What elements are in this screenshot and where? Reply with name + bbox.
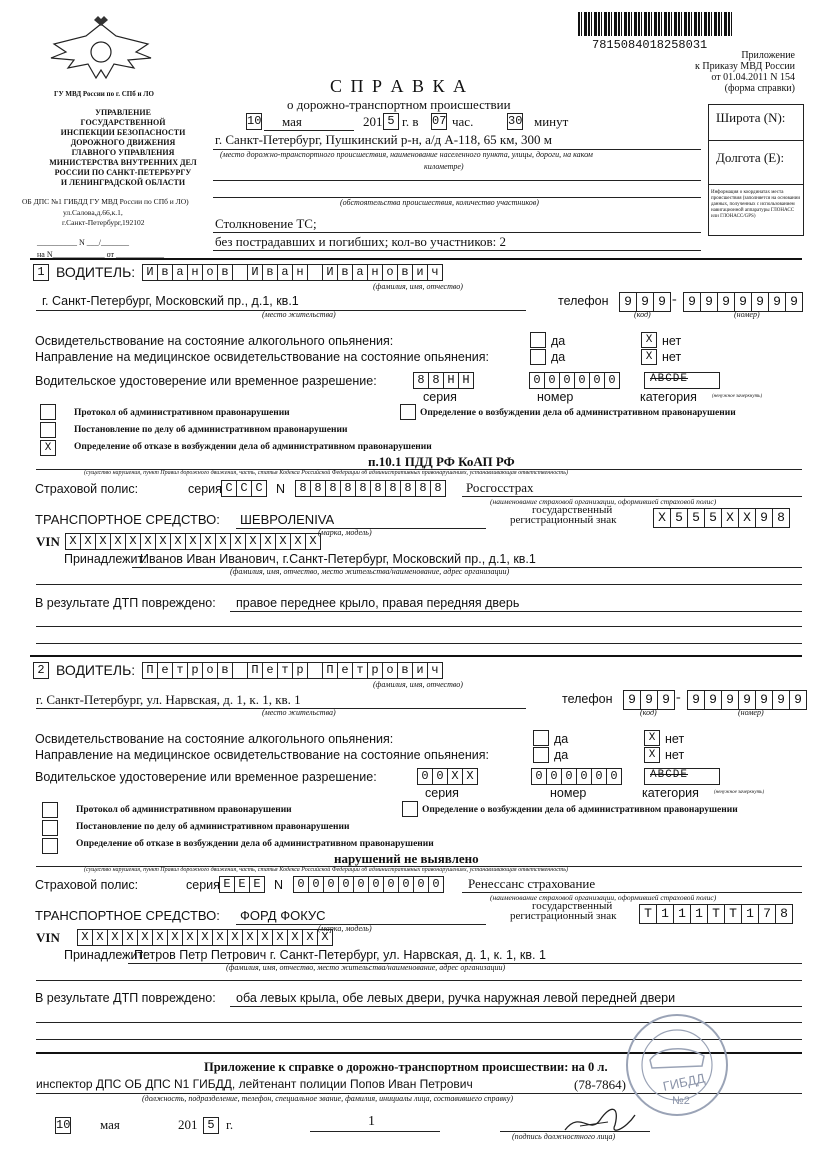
- driver1-protocol-label: Протокол об административном правонарушении: [74, 408, 290, 418]
- driver2-essence: нарушений не выявлено: [334, 851, 479, 866]
- driver1-code-caption: (код): [634, 310, 651, 319]
- driver2-owner: Петров Петр Петрович г. Санкт-Петербург, ул. Нарвская, д. 1, к. 1, кв. 1: [134, 948, 546, 962]
- driver2-ins-series: Е Е Е: [220, 876, 265, 893]
- driver2-ins-caption: (наименование страховой организации, оформившей страховой полис): [490, 893, 717, 902]
- driver1-med-yes-label: да: [551, 350, 566, 364]
- driver2-category-label: категория: [642, 786, 699, 800]
- driver1-refusal-label: Определение об отказе в возбуждении дела об административном правонарушении: [74, 442, 432, 452]
- footer-year-cell: 5: [204, 1117, 219, 1134]
- driver2-insurance-label: Страховой полис:: [35, 878, 139, 892]
- driver1-plate-label1: государственный: [532, 504, 613, 516]
- appendix-block: Приложение к Приказу МВД России от 01.04.2011 N 154 (форма справки): [695, 50, 795, 94]
- driver2-ins-series-label: серия: [186, 878, 220, 892]
- driver2-owner-caption: (фамилия, имя, отчество, место жительства/наименование, адрес организации): [226, 963, 506, 972]
- place-caption2: километре): [424, 162, 464, 171]
- driver2-insurer: Ренессанс страхование: [468, 876, 596, 891]
- driver2-residence: г. Санкт-Петербург, ул. Нарвская, д. 1, к. 1, кв. 1: [36, 692, 301, 707]
- driver1-category-label: категория: [640, 390, 697, 404]
- seal-caption: ГУ МВД России по г. СПб и ЛО: [54, 90, 154, 98]
- date-month: мая: [282, 114, 302, 129]
- driver1-model-caption: (марка, модель): [318, 528, 372, 537]
- date-year-prefix: 201: [363, 114, 383, 129]
- driver1-num-label: номер: [537, 390, 574, 404]
- barcode-graphic: [578, 12, 734, 36]
- footer-g: г.: [226, 1117, 234, 1132]
- org-addr1: ул.Салова,д.66,к.1,: [63, 208, 123, 217]
- driver1-phone-code: 9 9 9: [620, 292, 671, 312]
- driver2-phone-code: 9 9 9: [624, 690, 675, 710]
- driver2-phone-label: телефон: [562, 692, 613, 706]
- latitude-label: Широта (N):: [716, 110, 786, 125]
- driver1-residence-caption: (место жительства): [262, 310, 336, 319]
- driver1-insurance-label: Страховой полис:: [35, 482, 139, 496]
- longitude-label: Долгота (E):: [716, 150, 785, 165]
- driver1-ins-number: 8 8 8 8 8 8 8 8 8 8: [296, 480, 446, 497]
- driver1-license-series: 8 8 Н Н: [414, 372, 474, 389]
- driver1-cat-note: (ненужное зачеркнуть): [712, 394, 763, 399]
- footer-appendix: Приложение к справке о дорожно-транспортном происшествии: на 0 л.: [204, 1060, 608, 1074]
- driver2-damage: оба левых крыла, обе левых двери, ручка наружная левой передней двери: [236, 991, 676, 1005]
- stamp-text: [0, 0, 1, 1]
- driver2-ins-n-label: N: [274, 878, 284, 892]
- footer-sign-caption: (подпись должностного лица): [512, 1132, 616, 1141]
- driver2-series-label: серия: [425, 786, 459, 800]
- footer-page-number: 1: [368, 1114, 375, 1129]
- driver1-vin: X X X X X X X X X X X X X X X X X: [66, 533, 321, 550]
- driver1-owner-label: Принадлежит:: [64, 552, 147, 566]
- footer-inspector-caption: (должность, подразделение, телефон, специальное звание, фамилия, инициалы лица, составившего справку): [142, 1094, 513, 1103]
- date-hour-label: час.: [452, 114, 474, 129]
- driver2-category: ABCDE: [650, 769, 689, 781]
- svg-text:ГИБДД: ГИБДД: [661, 1070, 707, 1094]
- driver2-resolution-checkbox[interactable]: [42, 820, 58, 836]
- svg-text:№2: №2: [672, 1095, 690, 1107]
- driver2-initiation-checkbox[interactable]: [402, 801, 418, 817]
- driver2-license-number: 0 0 0 0 0 0: [532, 768, 622, 785]
- driver2-plate-label1: государственный: [532, 900, 613, 912]
- driver2-code-caption: (код): [640, 708, 657, 717]
- driver2-label: ВОДИТЕЛЬ:: [56, 662, 136, 678]
- place-caption: (место дорожно-транспортного происшествия, наименование населенного пункта, улицы, дороги, на каком: [220, 150, 593, 159]
- driver2-number-caption: (номер): [738, 708, 764, 717]
- org-no-line: __________ N ___/_______: [37, 238, 129, 247]
- barcode-number: 7815084018258031: [592, 38, 708, 52]
- org-na-line: на N_____________ от ____________: [37, 250, 164, 259]
- driver1-license-number: 0 0 0 0 0 0: [530, 372, 620, 389]
- page-subtitle: о дорожно-транспортном происшествии: [287, 97, 511, 112]
- driver2-med-label: Направление на медицинское освидетельствование на состояние опьянения:: [35, 748, 490, 762]
- driver1-initiation-label: Определение о возбуждении дела об административном правонарушении: [420, 408, 736, 418]
- driver2-refusal-checkbox[interactable]: [42, 838, 58, 854]
- driver2-med-yes[interactable]: [533, 747, 549, 763]
- date-day-cells: 10: [247, 114, 262, 128]
- driver1-alco-no[interactable]: X: [641, 332, 657, 348]
- driver2-initiation-label: Определение о возбуждении дела об административном правонарушении: [422, 805, 738, 815]
- driver1-ins-caption: (наименование страховой организации, оформившей страховой полис): [490, 497, 717, 506]
- driver2-alco-yes-label: да: [554, 732, 569, 746]
- driver2-vin-label: VIN: [36, 930, 60, 945]
- driver2-license-series: 0 0 Х Х: [418, 768, 478, 785]
- driver1-med-no-label: нет: [662, 350, 682, 364]
- driver1-owner: Иванов Иван Иванович, г.Санкт-Петербург, Московский пр., д.1, кв.1: [140, 552, 536, 566]
- page-title: С П Р А В К А: [330, 76, 469, 96]
- driver1-essence: п.10.1 ПДД РФ КоАП РФ: [368, 454, 515, 469]
- footer-date-month: мая: [100, 1117, 120, 1132]
- driver1-essence-caption: (существо нарушения, пункт Правил дорожного движения, часть, статья Кодекса Российской Федерации об административных правонарушениях, устанавливающая ответственность): [84, 470, 568, 476]
- driver2-residence-caption: (место жительства): [262, 708, 336, 717]
- stamp-graphic: [622, 1010, 732, 1120]
- circumstances-2: без пострадавших и погибших; кол-во участников: 2: [215, 234, 506, 249]
- driver2-essence-caption: (существо нарушения, пункт Правил дорожного движения, часть, статья Кодекса Российской Федерации об административных правонарушениях, устанавливающая ответственность): [84, 867, 568, 873]
- driver1-alco-yes-label: да: [551, 334, 566, 348]
- driver2-fio-caption: (фамилия, имя, отчество): [373, 680, 463, 689]
- driver1-med-label: Направление на медицинское освидетельствование на состояние опьянения:: [35, 350, 490, 364]
- driver1-vehicle: ШЕВРОЛЕNIVA: [240, 512, 335, 527]
- driver1-insurer: Росгосстрах: [466, 480, 534, 495]
- circumstances-caption: (обстоятельства происшествия, количество участников): [340, 198, 539, 207]
- driver1-damage: правое переднее крыло, правая передняя дверь: [236, 596, 520, 610]
- driver1-ins-series-label: серия: [188, 482, 222, 496]
- org-block: УПРАВЛЕНИЕ ГОСУДАРСТВЕННОЙ ИНСПЕКЦИИ БЕЗОПАСНОСТИ ДОРОЖНОГО ДВИЖЕНИЯ ГЛАВНОГО УПРАВЛЕНИЯ МИНИСТЕРСТВА ВНУТРЕННИХ ДЕЛ РОССИИ ПО САНКТ-ПЕТЕРБУРГУ И ЛЕНИНГРАДСКОЙ ОБЛАСТИ: [49, 108, 197, 187]
- driver1-ins-n-label: N: [276, 482, 286, 496]
- driver1-owner-caption: (фамилия, имя, отчество, место жительства/наименование, адрес организации): [230, 567, 510, 576]
- driver1-vin-label: VIN: [36, 534, 60, 549]
- org-sub: ОБ ДПС №1 ГИБДД ГУ МВД России по СПб и ЛО): [22, 197, 189, 206]
- date-hour-cells: 07: [432, 114, 447, 128]
- driver2-vehicle-label: ТРАНСПОРТНОЕ СРЕДСТВО:: [35, 908, 220, 923]
- driver1-refusal-checkbox[interactable]: X: [40, 440, 56, 456]
- driver1-resolution-label: Постановление по делу об административном правонарушении: [74, 425, 348, 435]
- driver1-vehicle-label: ТРАНСПОРТНОЕ СРЕДСТВО:: [35, 512, 220, 527]
- driver1-phone-number: 9 9 9 9 9 9 9: [684, 292, 803, 312]
- driver1-license-label: Водительское удостоверение или временное разрешение:: [35, 374, 377, 388]
- driver1-number-caption: (номер): [734, 310, 760, 319]
- driver2-alco-label: Освидетельствование на состояние алкогольного опьянения:: [35, 732, 394, 746]
- emblem-eagle-icon: [46, 14, 156, 86]
- footer-year-prefix: 201: [178, 1117, 198, 1132]
- driver2-model-caption: (марка, модель): [318, 924, 372, 933]
- driver1-ins-series: С С С: [222, 480, 267, 497]
- driver1-residence: г. Санкт-Петербург, Московский пр., д.1, кв.1: [42, 294, 299, 308]
- driver1-resolution-checkbox[interactable]: [40, 422, 56, 438]
- driver1-initiation-checkbox[interactable]: [400, 404, 416, 420]
- driver1-series-label: серия: [423, 390, 457, 404]
- circumstances-1: Столкновение ТС;: [215, 216, 317, 231]
- driver2-plate: Т 1 1 1 Т Т 1 7 8: [640, 904, 793, 924]
- footer-inspector: инспектор ДПС ОБ ДПС N1 ГИБДД, лейтенант полиции Попов Иван Петрович: [36, 1077, 473, 1091]
- driver2-protocol-label: Протокол об административном правонарушении: [76, 805, 292, 815]
- driver1-name-cells: И в а н о в И в а н И в а н о в и ч: [143, 264, 443, 281]
- driver2-med-no-label: нет: [665, 748, 685, 762]
- driver2-med-yes-label: да: [554, 748, 569, 762]
- org-addr2: г.Санкт-Петербург,192102: [62, 218, 145, 227]
- driver2-owner-label: Принадлежит:: [64, 948, 147, 962]
- driver1-plate-label2: регистрационный знак: [510, 514, 617, 526]
- driver1-plate: Х 5 5 5 Х Х 9 8: [654, 508, 790, 528]
- driver1-protocol-checkbox[interactable]: [40, 404, 56, 420]
- driver1-category: ABCDE: [650, 373, 689, 385]
- driver1-alco-yes[interactable]: [530, 332, 546, 348]
- driver1-fio-caption: (фамилия, имя, отчество): [373, 282, 463, 291]
- driver2-license-label: Водительское удостоверение или временное разрешение:: [35, 770, 377, 784]
- driver1-phone-label: телефон: [558, 294, 609, 308]
- driver2-cat-note: (ненужное зачеркнуть): [714, 790, 765, 795]
- driver2-alco-no-label: нет: [665, 732, 685, 746]
- footer-date-day: 10: [56, 1118, 71, 1132]
- driver2-damage-label: В результате ДТП повреждено:: [35, 991, 216, 1005]
- driver2-alco-yes[interactable]: [533, 730, 549, 746]
- driver2-ins-number: 0 0 0 0 0 0 0 0 0 0: [294, 876, 444, 893]
- driver2-phone-number: 9 9 9 9 9 9 9: [688, 690, 807, 710]
- driver2-protocol-checkbox[interactable]: [42, 802, 58, 818]
- coords-note: Информация о координатах места происшествия (заполняется на основании данных, полученных с использованием навигационной аппаратуры ГЛОНАСС или ГЛОНАСС/GPS): [711, 190, 801, 219]
- driver1-med-yes[interactable]: [530, 349, 546, 365]
- date-min-label: минут: [534, 114, 569, 129]
- driver2-number: 2: [34, 662, 49, 679]
- driver2-alco-no[interactable]: X: [644, 730, 660, 746]
- driver1-alco-no-label: нет: [662, 334, 682, 348]
- driver2-vehicle: ФОРД ФОКУС: [240, 908, 326, 923]
- driver1-med-no[interactable]: X: [641, 349, 657, 365]
- date-g-v: г. в: [402, 114, 419, 129]
- driver2-num-label: номер: [550, 786, 587, 800]
- date-year-cell: 5: [384, 113, 399, 130]
- driver2-refusal-label: Определение об отказе в возбуждении дела об административном правонарушении: [76, 839, 434, 849]
- footer-phone: (78-7864): [574, 1077, 626, 1092]
- driver2-med-no[interactable]: X: [644, 747, 660, 763]
- driver2-resolution-label: Постановление по делу об административном правонарушении: [76, 822, 350, 832]
- driver2-vin: X X X X X X X X X X X X X X X X X: [78, 929, 333, 946]
- driver1-damage-label: В результате ДТП повреждено:: [35, 596, 216, 610]
- driver1-alco-label: Освидетельствование на состояние алкогольного опьянения:: [35, 334, 394, 348]
- driver1-number: 1: [34, 264, 49, 281]
- driver1-label: ВОДИТЕЛЬ:: [56, 264, 136, 280]
- accident-place: г. Санкт-Петербург, Пушкинский р-н, а/д А-118, 65 км, 300 м: [215, 132, 552, 147]
- date-min-cells: 30: [508, 114, 523, 128]
- driver2-plate-label2: регистрационный знак: [510, 910, 617, 922]
- driver2-name-cells: П е т р о в П е т р П е т р о в и ч: [143, 662, 443, 679]
